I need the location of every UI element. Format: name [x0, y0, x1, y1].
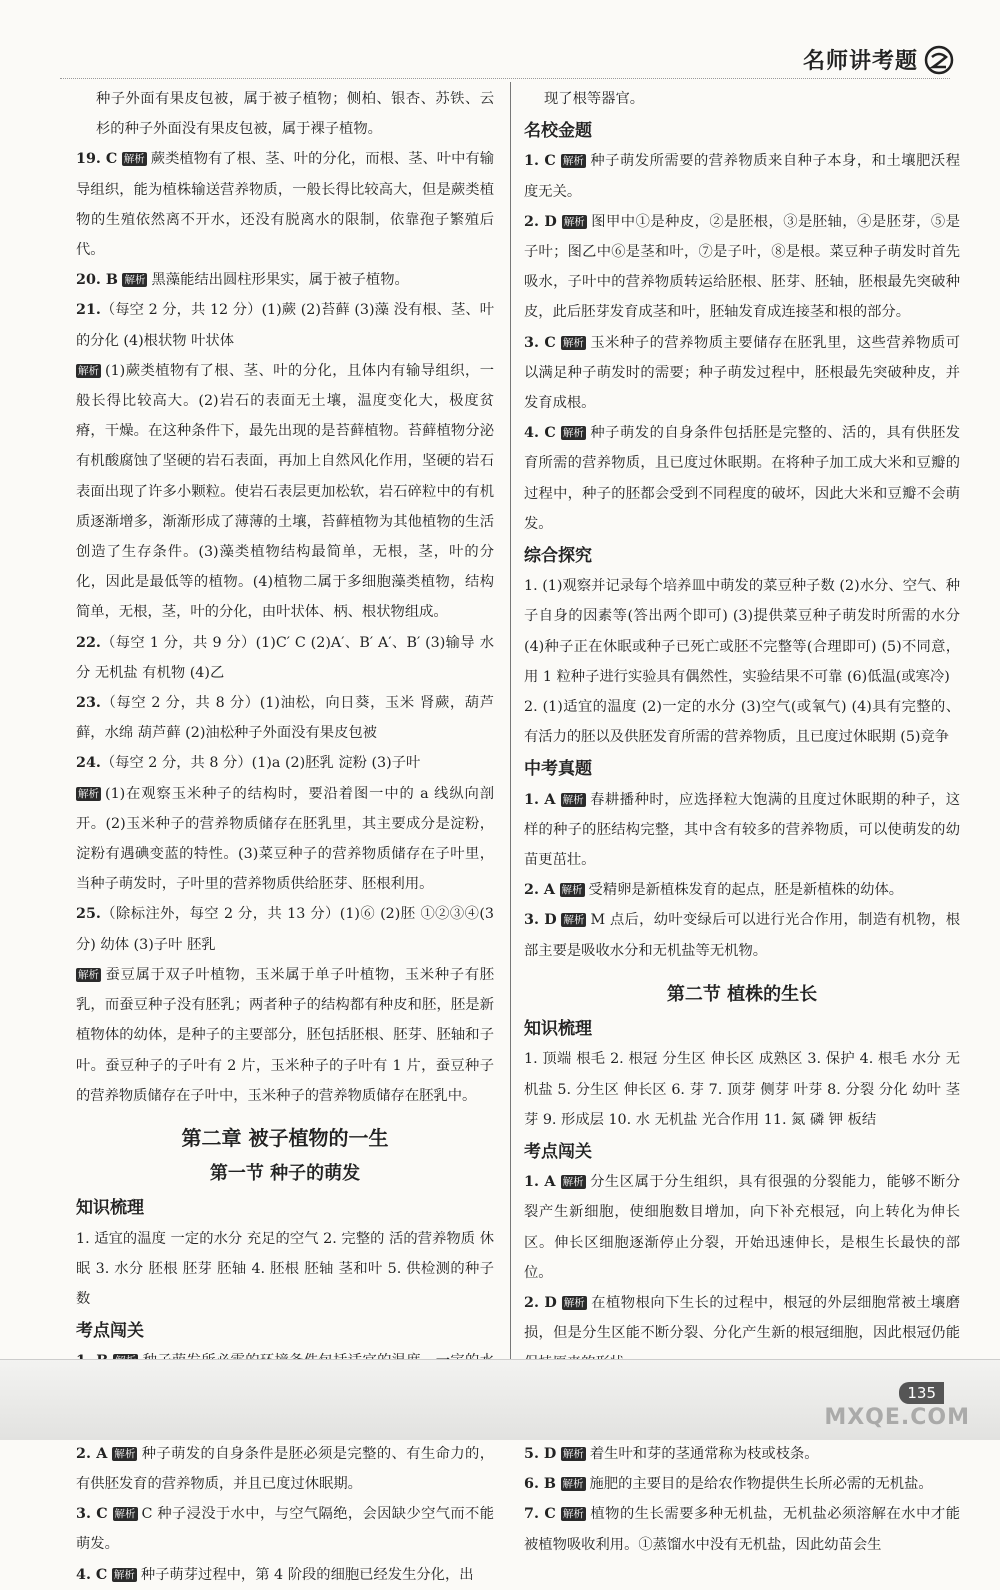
answer-number: 20. B — [76, 272, 118, 289]
answer-item — [76, 265, 494, 295]
section-heading: 知识梳理 — [524, 1019, 592, 1040]
answer-item — [76, 1499, 494, 1559]
answer-number: 19. C — [76, 151, 118, 168]
analysis-text: (1)在观察玉米种子的结构时，要沿着图一中的 a 线纵向剖开。(2)玉米种子的营养物质储存在胚乳里，其主要成分是淀粉，淀粉有遇碘变蓝的特性。(3)菜豆种子的营养物质储存在子叶里，当种子萌发时，子叶里的营养物质供给胚芽、胚根利用。 — [76, 785, 494, 893]
section-heading: 考点闯关 — [524, 1141, 592, 1162]
answer-number: 21. — [76, 302, 101, 319]
answer-text: 受精卵是新植株发育的起点，胚是新植株的幼体。 — [588, 882, 904, 899]
brand-logo-icon — [924, 45, 954, 75]
answer-item — [76, 628, 494, 688]
column-divider — [510, 82, 511, 1362]
section-heading: 名校金题 — [524, 121, 592, 142]
analysis-tag: 解析 — [113, 1568, 135, 1581]
answer-item — [524, 328, 960, 419]
answer-text: C 种子浸没于水中，与空气隔绝，会因缺少空气而不能萌发。 — [76, 1506, 494, 1553]
answer-number: 25. — [76, 906, 101, 923]
answer-number: 2. A — [76, 1445, 108, 1462]
answer-text: 春耕播种时，应选择粒大饱满的且度过休眠期的种子，这样的种子的胚结构完整，其中含有较多的营养物质，可以使萌发的幼苗更茁壮。 — [524, 791, 961, 869]
analysis-tag: 解析 — [561, 884, 583, 897]
analysis-tag: 解析 — [78, 364, 99, 377]
answer-number: 3. C — [76, 1506, 108, 1523]
answer-item — [76, 899, 494, 959]
answer-text: 黑藻能结出圆柱形果实，属于被子植物。 — [151, 272, 409, 289]
analysis-item — [76, 356, 494, 628]
analysis-tag: 解析 — [124, 274, 146, 287]
answer-text: M 点后，幼叶变绿后可以进行光合作用，制造有机物，根部主要是吸收水分和无机盐等无机物。 — [524, 912, 961, 959]
answer-number: 1. A — [524, 791, 556, 808]
analysis-tag: 解析 — [562, 427, 584, 440]
answer-number: 6. B — [524, 1476, 556, 1493]
answer-text: 施肥的主要目的是给农作物提供生长所必需的无机盐。 — [589, 1476, 933, 1493]
answer-number: 24. — [76, 755, 101, 772]
answer-text: 2. (1)适宜的温度 (2)一定的水分 (3)空气(或氧气) (4)具有完整的、有活力的胚以及供胚发育所需的营养物质，且已度过休眠期 (5)竞争 — [524, 699, 960, 746]
answer-item — [76, 748, 494, 778]
answer-text: 种子萌芽过程中，第 4 阶段的细胞已经发生分化，出 — [140, 1566, 474, 1583]
answer-text: （除标注外，每空 2 分，共 13 分）(1)⑥ (2)胚 ①②③④(3 分) 幼体 (3)子叶 胚乳 — [76, 906, 494, 953]
brand-title: 名师讲考题 — [802, 49, 918, 74]
answer-text: 分生区属于分生组织，具有很强的分裂能力，能够不断分裂产生新细胞，使细胞数目增加，向下补充根冠，向上转化为伸长区。伸长区细胞逐渐停止分裂，开始迅速伸长，是根生长最快的部位。 — [524, 1174, 961, 1281]
answer-text: （每空 2 分，共 12 分）(1)蕨 (2)苔藓 (3)藻 没有根、茎、叶的分化 (4)根状物 叶状体 — [76, 302, 494, 349]
answer-item — [524, 785, 960, 876]
watermark: MXQE.COM — [824, 1405, 970, 1430]
analysis-tag: 解析 — [562, 793, 584, 806]
answer-text: 种子萌发的自身条件是胚必须是完整的、有生命力的，有供胚发育的营养物质，并且已度过休眠期。 — [76, 1445, 495, 1492]
right-column — [524, 84, 960, 1560]
analysis-tag: 解析 — [78, 968, 99, 981]
analysis-tag: 解析 — [123, 153, 145, 166]
page-number: 135 — [899, 1382, 944, 1404]
answer-item — [524, 905, 960, 965]
answer-item — [524, 1439, 960, 1469]
answer-text: 种子萌发的自身条件包括胚是完整的、活的，具有供胚发育所需的营养物质，且已度过休眠期。在将种子加工成大米和豆瓣的过程中，种子的胚都会受到不同程度的破坏，因此大米和豆瓣不会萌发。 — [524, 425, 960, 532]
answer-number: 1. C — [524, 153, 556, 170]
answer-text: 玉米种子的营养物质主要储存在胚乳里，这些营养物质可以满足种子萌发时的需要；种子萌发过程中，胚根最先突破种皮，并发育成根。 — [524, 334, 960, 412]
answer-item — [524, 1499, 960, 1559]
answer-text: （每空 1 分，共 9 分）(1)C′ C (2)A′、B′ A′、B′ (3)输导 水分 无机盐 有机物 (4)乙 — [76, 634, 494, 681]
answer-text: 种子外面有果皮包被，属于被子植物；侧柏、银杏、苏铁、云杉的种子外面没有果皮包被，属于裸子植物。 — [96, 91, 494, 138]
section-heading: 综合探究 — [524, 546, 592, 567]
answer-number: 4. C — [76, 1566, 108, 1583]
analysis-tag: 解析 — [563, 1296, 585, 1309]
answer-item — [76, 144, 494, 265]
answer-number: 2. A — [524, 882, 555, 899]
analysis-tag: 解析 — [562, 336, 584, 349]
section-heading: 中考真题 — [524, 759, 592, 780]
answer-item — [76, 1439, 494, 1499]
answer-text: 着生叶和芽的茎通常称为枝或枝条。 — [589, 1445, 819, 1462]
answer-text: 图甲中①是种皮，②是胚根，③是胚轴，④是胚芽，⑤是子叶；图乙中⑥是茎和叶，⑦是子叶，⑧是根。菜豆种子萌发时首先吸水，子叶中的营养物质转运给胚根、胚芽、胚轴，胚根最先突破种皮，此后胚芽发育成茎和叶，胚轴发育成连接茎和根的部分。 — [524, 213, 960, 321]
header-rule — [60, 78, 950, 79]
analysis-tag: 解析 — [562, 1478, 584, 1491]
answer-text: 现了根等器官。 — [544, 91, 645, 107]
section-heading: 考点闯关 — [76, 1321, 144, 1342]
analysis-text: 蚕豆属于双子叶植物，玉米属于单子叶植物，玉米种子有胚乳，而蚕豆种子没有胚乳；两者种子的结构都有种皮和胚，胚是新植物体的幼体，是种子的主要部分，胚包括胚根、胚芽、胚轴和子叶。蚕豆种子的子叶有 2 片，玉米种子的子叶有 1 片，蚕豆种子的营养物质储存在子叶中，玉米种子的营养物质储存在胚乳中。 — [76, 966, 494, 1104]
answer-text: 蕨类植物有了根、茎、叶的分化，而根、茎、叶中有输导组织，能为植株输送营养物质，一般长得比较高大，但是蕨类植物的生殖依然离不开水，还没有脱离水的限制，依靠孢子繁殖后代。 — [76, 151, 495, 259]
answer-item — [76, 688, 494, 748]
answer-item — [76, 295, 494, 355]
analysis-tag: 解析 — [114, 1447, 136, 1460]
answer-text: （每空 2 分，共 8 分）(1)油松，向日葵，玉米 肾蕨，葫芦藓，水绵 葫芦藓 (2)油松种子外面没有果皮包被 — [76, 695, 494, 742]
analysis-tag: 解析 — [114, 1508, 136, 1521]
answer-number: 2. D — [524, 1294, 557, 1311]
answer-text: （每空 2 分，共 8 分）(1)a (2)胚乳 淀粉 (3)子叶 — [100, 755, 421, 772]
answer-number: 2. D — [524, 213, 557, 230]
section-title: 第一节 种子的萌发 — [209, 1163, 361, 1185]
analysis-item — [76, 960, 494, 1111]
chapter-title: 第二章 被子植物的一生 — [181, 1125, 389, 1150]
answer-item — [524, 1469, 960, 1499]
answer-item — [524, 875, 960, 905]
section-heading: 知识梳理 — [76, 1198, 144, 1219]
answer-item — [524, 1167, 960, 1288]
analysis-tag: 解析 — [563, 215, 585, 228]
answer-number: 5. D — [524, 1445, 557, 1462]
analysis-tag: 解析 — [562, 1447, 584, 1460]
knowledge-text: 1. 顶端 根毛 2. 根冠 分生区 伸长区 成熟区 3. 保护 4. 根毛 水分 无机盐 5. 分生区 伸长区 6. 芽 7. 顶芽 侧芽 叶芽 8. 分裂 分化 幼叶 茎 芽 9. 形成层 10. 水 无机盐 光合作用 11. 氮 磷 钾 板结 — [524, 1051, 960, 1128]
analysis-tag: 解析 — [562, 155, 584, 168]
answer-text: 在植物根向下生长的过程中，根冠的外层细胞常被土壤磨损，但是分生区能不断分裂、分化产生新的根冠细胞，因此根冠仍能 — [524, 1294, 960, 1342]
answer-number: 1. A — [524, 1174, 556, 1191]
answer-number: 23. — [76, 695, 101, 712]
answer-number: 7. C — [524, 1506, 556, 1523]
knowledge-text: 1. 适宜的温度 一定的水分 充足的空气 2. 完整的 活的营养物质 休眠 3. 水分 胚根 胚芽 胚轴 4. 胚根 胚轴 茎和叶 5. 供检测的种子数 — [76, 1230, 494, 1307]
answer-number: 3. D — [524, 912, 557, 929]
answer-text: 植物的生长需要多种无机盐，无机盐必须溶解在水中才能被植物吸收利用。①蒸馏水中没有无机盐，因此幼苗会生 — [524, 1506, 960, 1553]
analysis-tag: 解析 — [563, 914, 585, 927]
section-title: 第二节 植株的生长 — [666, 983, 818, 1005]
answer-item — [524, 418, 960, 539]
answer-item — [76, 1560, 494, 1590]
answer-text: 1. (1)观察并记录每个培养皿中萌发的菜豆种子数 (2)水分、空气、种子自身的因素等(答出两个即可) (3)提供菜豆种子萌发时所需的水分 (4)种子正在休眠或种子已死亡或胚不完整等(合理即可) (5)不同意，用 1 粒种子进行实验具有偶然性，实验结果不可靠 (6)低温(或寒冷) — [524, 578, 960, 685]
answer-number: 22. — [76, 634, 101, 651]
page-header — [803, 44, 954, 75]
answer-item — [524, 207, 960, 328]
analysis-text: (1)蕨类植物有了根、茎、叶的分化，且体内有输导组织，一般长得比较高大。(2)岩石的表面无土壤，温度变化大，极度贫瘠，干燥。在这种条件下，最先出现的是苔藓植物。苔藓植物分泌有机酸腐蚀了坚硬的岩石表面，再加上自然风化作用，坚硬的岩石表面出现了许多小颗粒。使岩石表层更加松软，岩石碎粒中的有机质逐渐增多，渐渐形成了薄薄的土壤，苔藓植物为其他植物的生活创造了生存条件。(3)藻类植物结构最简单，无根，茎，叶的分化，因此是最低等的植物。(4)植物二属于多细胞藻类植物，结构简单，无根，茎，叶的分化，由叶状体、柄、根状物组成。 — [76, 362, 494, 621]
analysis-tag: 解析 — [78, 787, 99, 800]
answer-text: 种子萌发所需要的营养物质来自种子本身，和土壤肥沃程度无关。 — [524, 153, 960, 200]
answer-number: 3. C — [524, 334, 556, 351]
analysis-tag: 解析 — [562, 1176, 584, 1189]
analysis-tag: 解析 — [562, 1508, 584, 1521]
answer-item — [524, 146, 960, 206]
analysis-item — [76, 779, 494, 900]
answer-number: 4. C — [524, 425, 556, 442]
